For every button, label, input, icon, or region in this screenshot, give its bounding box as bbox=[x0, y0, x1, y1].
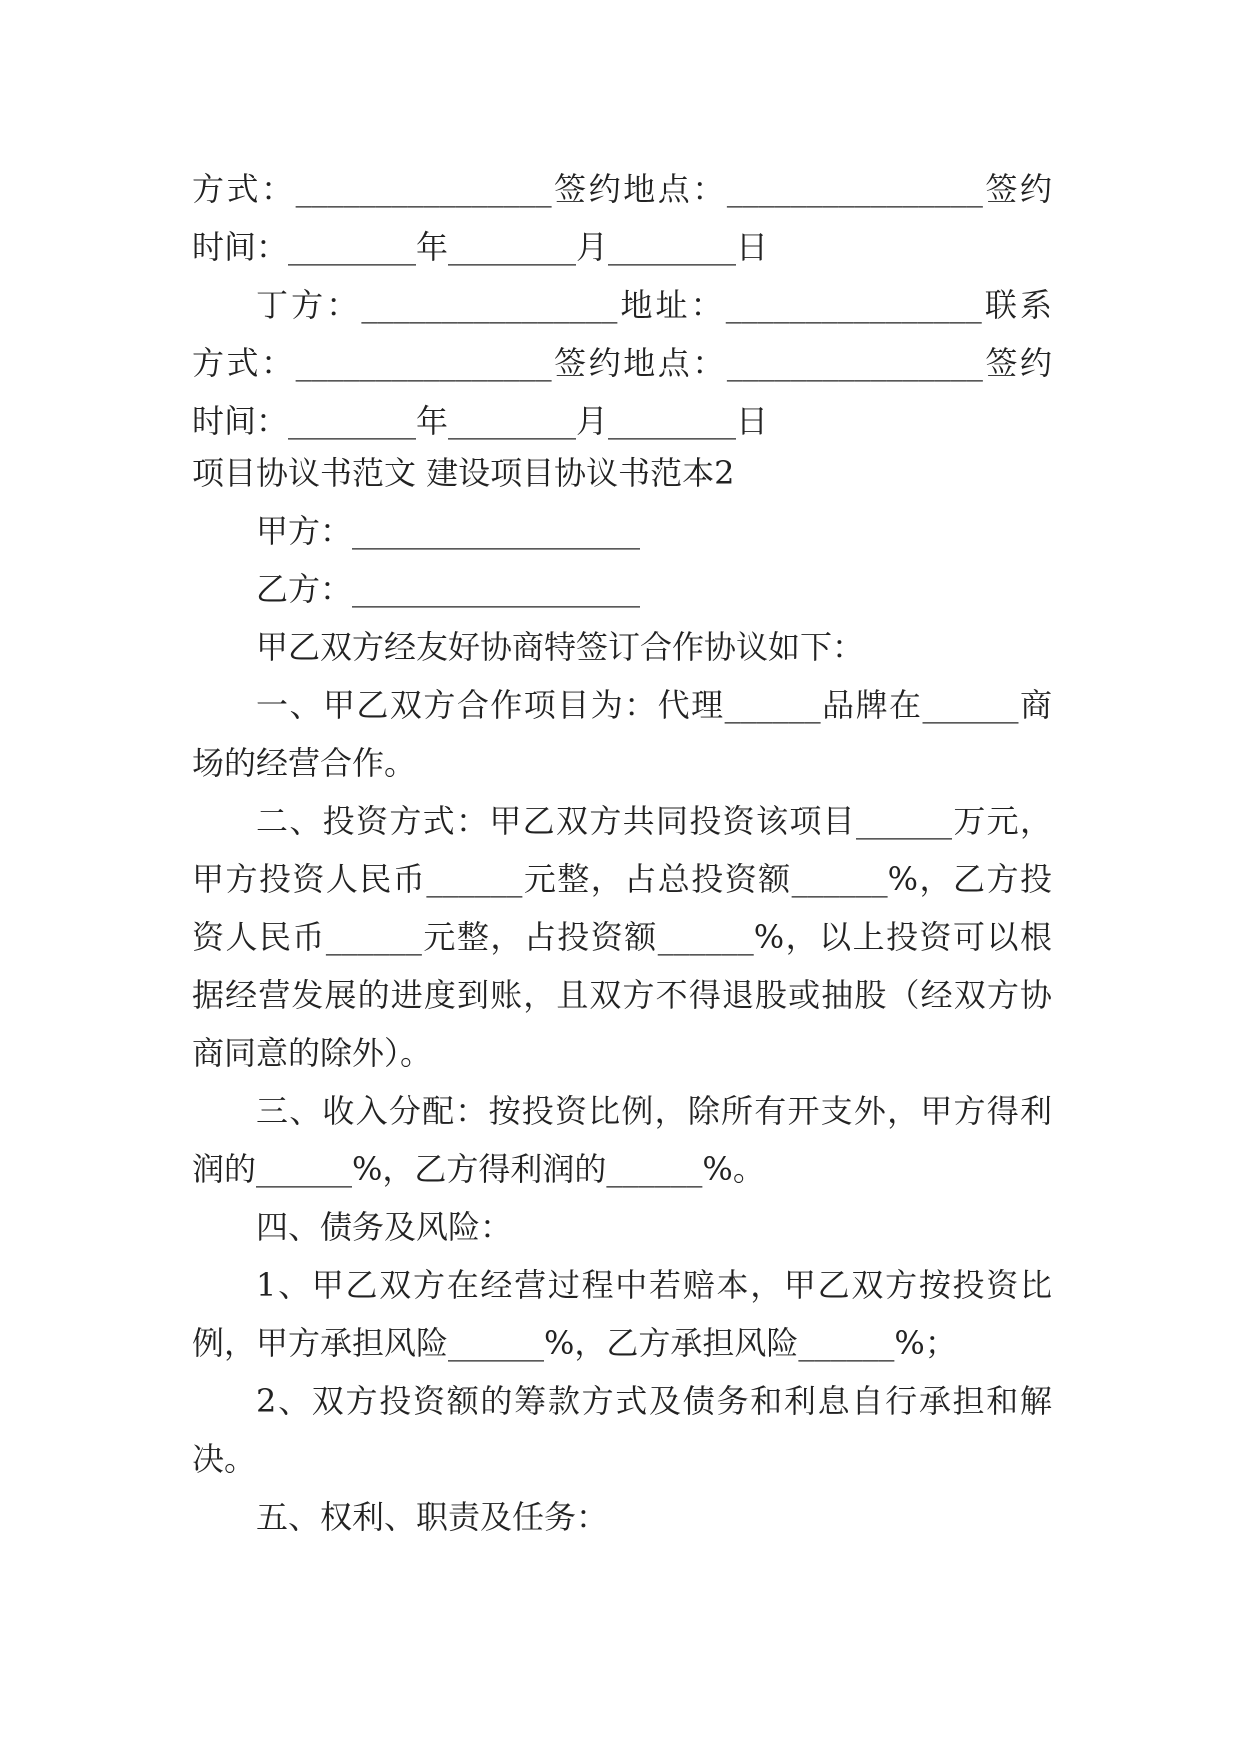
clause-3-line-1: 三、收入分配：按投资比例，除所有开支外，甲方得利 bbox=[256, 1092, 1052, 1130]
clause-4-2-line-1: 2、双方投资额的筹款方式及债务和利息自行承担和解 bbox=[256, 1382, 1052, 1420]
clause-4-2-line-2: 决。 bbox=[192, 1440, 257, 1478]
clause-2-line-1: 二、投资方式：甲乙双方共同投资该项目______万元， bbox=[256, 802, 1052, 840]
clause-5-heading: 五、权利、职责及任务： bbox=[256, 1498, 609, 1536]
text-line-2: 时间：________年________月________日 bbox=[192, 228, 769, 266]
clause-2-line-2: 甲方投资人民币______元整，占总投资额______%，乙方投 bbox=[192, 860, 1052, 898]
party-b-line: 乙方：__________________ bbox=[256, 570, 641, 608]
clause-2-line-5: 商同意的除外）。 bbox=[192, 1034, 433, 1072]
document-page bbox=[192, 160, 1052, 1546]
clause-4-1-line-1: 1、甲乙双方在经营过程中若赔本，甲乙双方按投资比 bbox=[256, 1266, 1052, 1304]
section-heading: 项目协议书范文 建设项目协议书范本2 bbox=[192, 454, 735, 492]
clause-4-1-line-2: 例，甲方承担风险______%，乙方承担风险______%； bbox=[192, 1324, 957, 1362]
clause-1-line-2: 场的经营合作。 bbox=[192, 744, 417, 782]
clause-4-heading: 四、债务及风险： bbox=[256, 1208, 513, 1246]
text-line-4: 方式：________________签约地点：________________签约 bbox=[192, 344, 1052, 382]
agreement-intro: 甲乙双方经友好协商特签订合作协议如下： bbox=[256, 628, 865, 666]
text-line-3: 丁方：________________地址：________________联系 bbox=[256, 286, 1052, 324]
clause-2-line-3: 资人民币______元整，占投资额______%，以上投资可以根 bbox=[192, 918, 1052, 956]
party-a-line: 甲方：__________________ bbox=[256, 512, 641, 550]
text-line-1: 方式：________________签约地点：________________签约 bbox=[192, 170, 1052, 208]
text-line-5: 时间：________年________月________日 bbox=[192, 402, 769, 440]
clause-2-line-4: 据经营发展的进度到账，且双方不得退股或抽股（经双方协 bbox=[192, 976, 1052, 1014]
clause-3-line-2: 润的______%，乙方得利润的______%。 bbox=[192, 1150, 765, 1188]
clause-1-line-1: 一、甲乙双方合作项目为：代理______品牌在______商 bbox=[256, 686, 1052, 724]
